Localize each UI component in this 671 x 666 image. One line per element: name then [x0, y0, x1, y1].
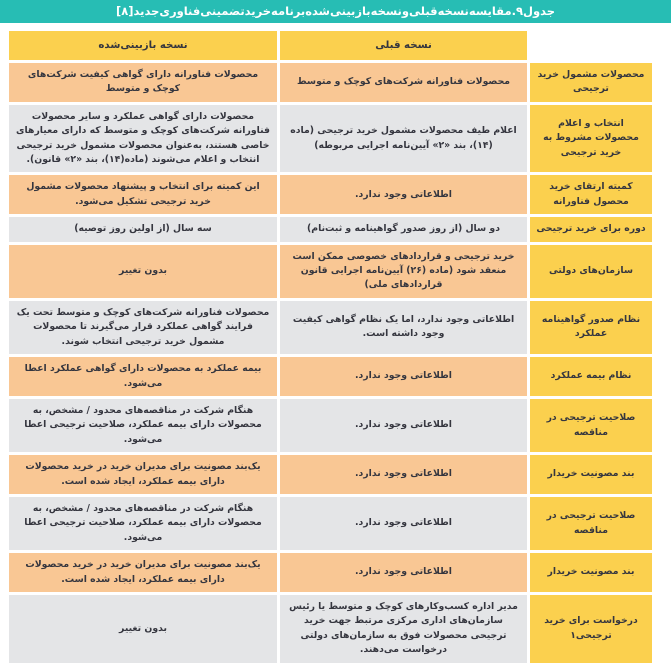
- table-caption-banner: [0, 0, 671, 23]
- table-row: [9, 301, 652, 354]
- column-header-previous-version: نسخه قبلی: [280, 31, 527, 60]
- revised-version-cell: محصولات فناورانه شرکت‌های کوچک و متوسط تحت یک فرایند گواهی عملکرد قرار می‌گیرند تا محصولات مشمول خرید ترجیحی انتخاب شوند.: [9, 301, 277, 354]
- comparison-table-container: [0, 23, 671, 666]
- table-body: [9, 63, 652, 663]
- row-label-cell: صلاحیت ترجیحی در مناقصه: [530, 497, 652, 550]
- revised-version-cell: سه سال (از اولین روز توصیه): [9, 217, 277, 241]
- revised-version-cell: هنگام شرکت در مناقصه‌های محدود / مشخص، به محصولات دارای بیمه عملکرد، صلاحیت ترجیحی اعطا می‌شود.: [9, 399, 277, 452]
- previous-version-cell: اطلاعاتی وجود ندارد.: [280, 455, 527, 494]
- table-row: [9, 595, 652, 663]
- table-caption-text: جدول۹.مقایسه‌نسخه‌قبلی‌و‌نسخه‌بازبینی‌شده‌برنامه‌خرید‌تضمینی‌فناوری‌جدید[۸]: [115, 4, 556, 18]
- revised-version-cell: بدون تغییر: [9, 595, 277, 663]
- column-header-label-blank: [530, 31, 652, 60]
- row-label-cell: سازمان‌های دولتی: [530, 245, 652, 298]
- row-label-cell: دوره برای خرید ترجیحی: [530, 217, 652, 241]
- previous-version-cell: اطلاعاتی وجود ندارد، اما یک نظام گواهی کیفیت وجود داشته است.: [280, 301, 527, 354]
- previous-version-cell: اطلاعاتی وجود ندارد.: [280, 357, 527, 396]
- previous-version-cell: اطلاعاتی وجود ندارد.: [280, 497, 527, 550]
- revised-version-cell: یک‌بند مصونیت برای مدیران خرید در خرید محصولات دارای بیمه عملکرد، ایجاد شده است.: [9, 553, 277, 592]
- row-label-cell: انتخاب و اعلام محصولات مشروط به خرید ترجیحی: [530, 105, 652, 173]
- revised-version-cell: یک‌بند مصونیت برای مدیران خرید در خرید محصولات دارای بیمه عملکرد، ایجاد شده است.: [9, 455, 277, 494]
- previous-version-cell: محصولات فناورانه شرکت‌های کوچک و متوسط: [280, 63, 527, 102]
- revised-version-cell: هنگام شرکت در مناقصه‌های محدود / مشخص، به محصولات دارای بیمه عملکرد، صلاحیت ترجیحی اعطا می‌شود.: [9, 497, 277, 550]
- row-label-cell: بند مصونیت خریدار: [530, 455, 652, 494]
- row-label-cell: درخواست برای خرید ترجیحی۱: [530, 595, 652, 663]
- revised-version-cell: این کمیته برای انتخاب و پیشنهاد محصولات مشمول خرید ترجیحی تشکیل می‌شود.: [9, 175, 277, 214]
- table-header-row: [9, 31, 652, 60]
- revised-version-cell: بدون تغییر: [9, 245, 277, 298]
- table-row: [9, 175, 652, 214]
- previous-version-cell: مدیر اداره کسب‌وکارهای کوچک و متوسط یا رئیس سازمان‌های اداری مرکزی مرتبط جهت خرید ترجیحی محصولات فوق به سازمان‌های دولتی درخواست می‌دهند.: [280, 595, 527, 663]
- table-row: [9, 553, 652, 592]
- row-label-cell: نظام بیمه عملکرد: [530, 357, 652, 396]
- table-row: [9, 357, 652, 396]
- previous-version-cell: اعلام طیف محصولات مشمول خرید ترجیحی (ماده (۱۴)، بند «۲» آیین‌نامه اجرایی مربوطه): [280, 105, 527, 173]
- revised-version-cell: محصولات فناورانه دارای گواهی کیفیت شرکت‌های کوچک و متوسط: [9, 63, 277, 102]
- row-label-cell: بند مصونیت خریدار: [530, 553, 652, 592]
- table-row: [9, 245, 652, 298]
- previous-version-cell: خرید ترجیحی و قراردادهای خصوصی ممکن است منعقد شود (ماده (۲۶) آیین‌نامه اجرایی قانون قراردادهای ملی): [280, 245, 527, 298]
- column-header-revised-version: نسخه بازبینی‌شده: [9, 31, 277, 60]
- row-label-cell: صلاحیت ترجیحی در مناقصه: [530, 399, 652, 452]
- revised-version-cell: محصولات دارای گواهی عملکرد و سایر محصولات فناورانه شرکت‌های کوچک و متوسط که دارای معیارهای خاصی هستند، به‌عنوان محصولات مشمول خرید ترجیحی انتخاب و اعلام می‌شوند (ماده(۱۴)، بند «۲» قانون).: [9, 105, 277, 173]
- previous-version-cell: اطلاعاتی وجود ندارد.: [280, 175, 527, 214]
- table-row: [9, 497, 652, 550]
- row-label-cell: محصولات مشمول خرید ترجیحی: [530, 63, 652, 102]
- row-label-cell: نظام صدور گواهینامه عملکرد: [530, 301, 652, 354]
- table-header: [9, 31, 652, 60]
- table-row: [9, 399, 652, 452]
- previous-version-cell: اطلاعاتی وجود ندارد.: [280, 553, 527, 592]
- previous-version-cell: اطلاعاتی وجود ندارد.: [280, 399, 527, 452]
- comparison-table: [6, 28, 655, 666]
- table-row: [9, 455, 652, 494]
- table-row: [9, 105, 652, 173]
- table-row: [9, 63, 652, 102]
- row-label-cell: کمیته ارتقای خرید محصول فناورانه: [530, 175, 652, 214]
- previous-version-cell: دو سال (از روز صدور گواهینامه و ثبت‌نام): [280, 217, 527, 241]
- table-row: [9, 217, 652, 241]
- revised-version-cell: بیمه عملکرد به محصولات دارای گواهی عملکرد اعطا می‌شود.: [9, 357, 277, 396]
